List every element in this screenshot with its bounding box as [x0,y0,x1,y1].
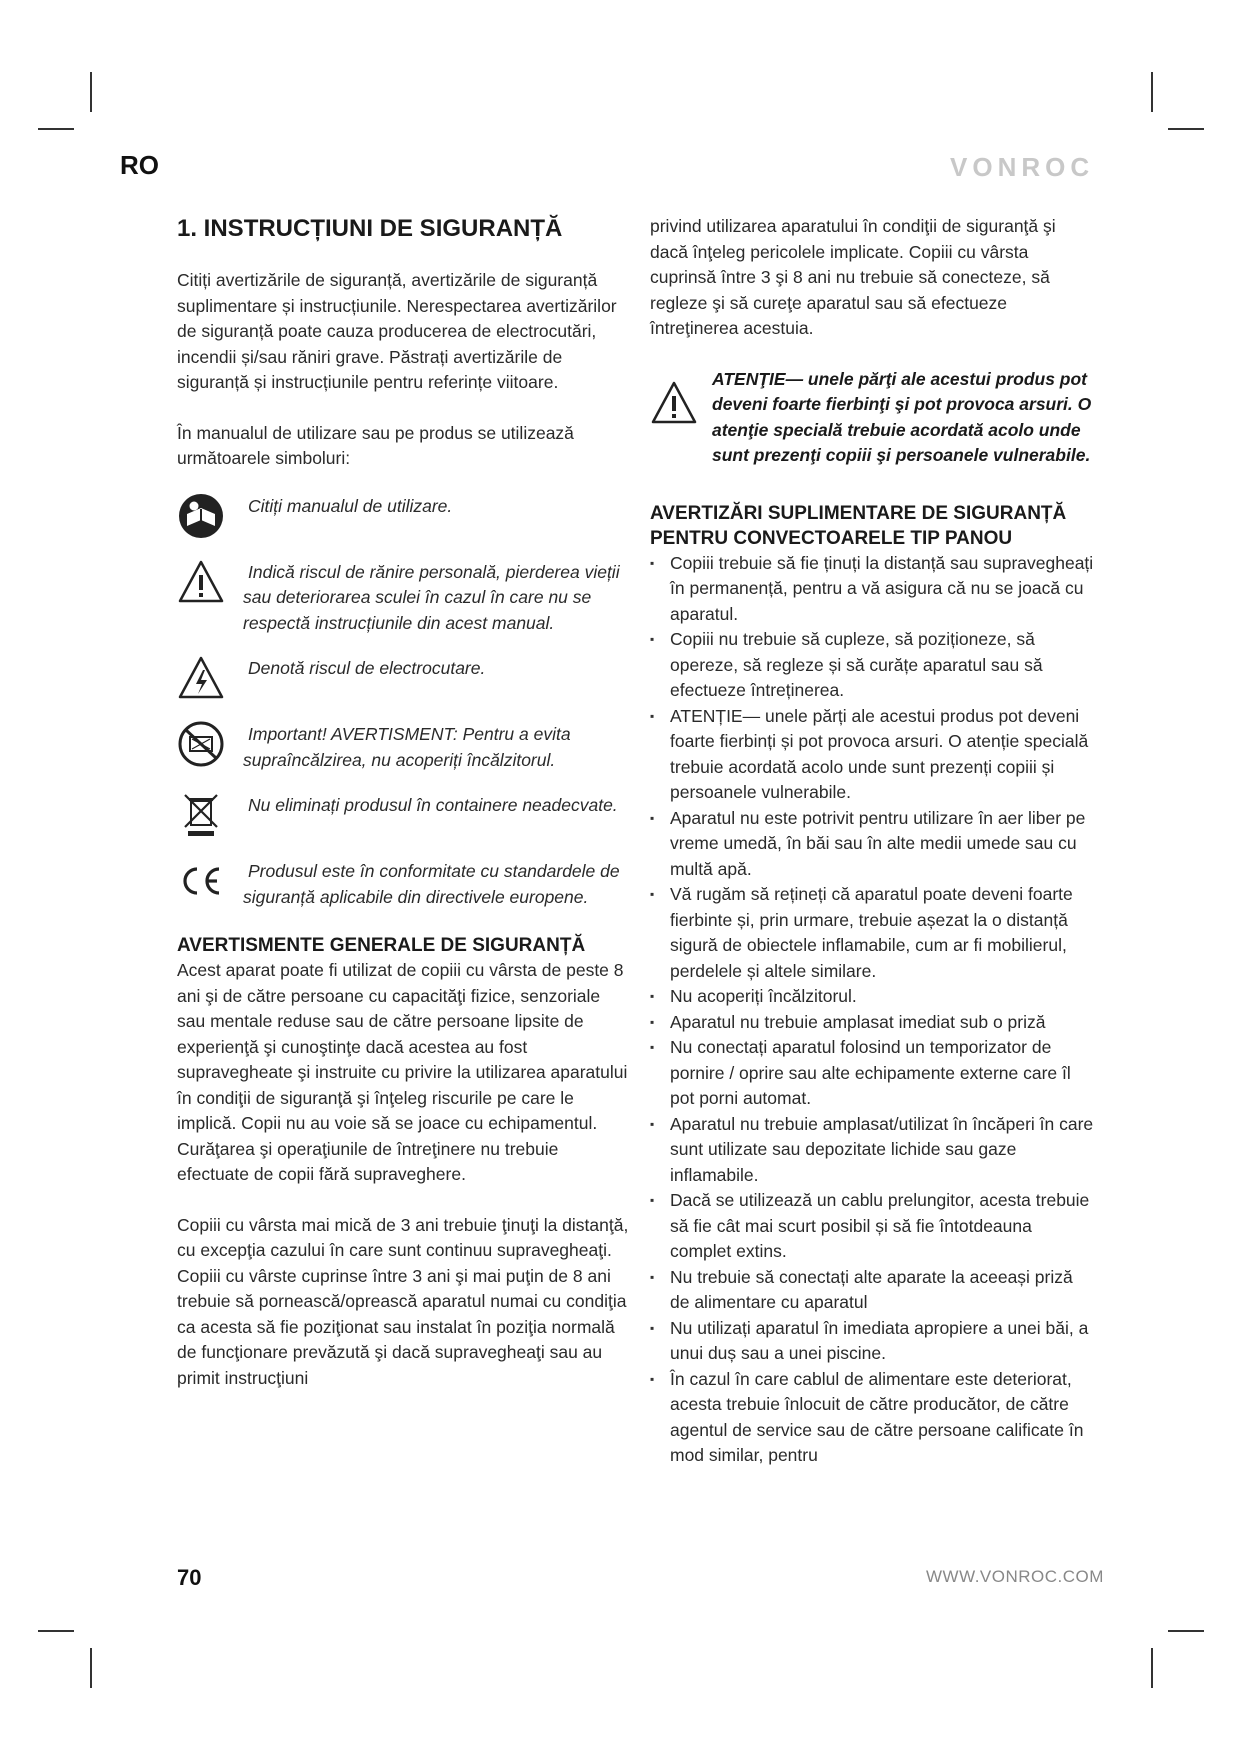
crop-mark [1151,1648,1153,1688]
warning-text: ATENŢIE— unele părţi ale acestui produs pot deveni foarte fierbinţi şi pot provoca arsuri. O atenţie specială trebuie acordată acolo unde sunt prezenţi copiii şi persoanele vulnerabile. [712,368,1092,465]
general-paragraph: Acest aparat poate fi utilizat de copiii cu vârsta de peste 8 ani şi de către persoane cu capacităţi fizice, senzoriale sau mentale reduse sau de către persoane lipsite de experienţă şi cunoştinţe dacă acestea au fost supravegheate şi instruite cu privire la utilizarea aparatului în condiţii de siguranţă şi înţeleg riscurile pe care le implică. Copii nu au voie să se joace cu echipamentul. Curăţarea şi operaţiunile de întreţinere nu trebuie efectuate de copii fără supraveghere. [177,960,628,1184]
list-item: ▪ Nu trebuie să conectați alte aparate la aceeași priză de alimentare cu aparatul [650,1265,1096,1316]
intro-paragraph: Citiți avertizările de siguranță, avertizările de siguranță suplimentare și instrucțiunile. Nerespectarea avertizărilor de siguranță poate cauza producerea de electrocutări, incendii și/sau răniri grave. Păstrați avertizările de siguranță și instrucțiunile pentru referințe viitoare. [177,270,617,392]
warning-triangle-icon [177,558,225,606]
list-item: ▪ Nu acoperiți încălzitorul. [650,984,1096,1010]
do-not-cover-icon [177,720,225,768]
list-item: ▪ Vă rugăm să rețineți că aparatul poate deveni foarte fierbinte și, prin urmare, trebuie așezat la o distanță sigură de obiectele inflamabile, cum ar fi mobilierul, perdelele și altele similare. [650,882,1096,984]
symbol-text: Citiți manualul de utilizare. [248,495,453,516]
list-item: ▪ Dacă se utilizează un cablu prelungitor, acesta trebuie să fie cât mai scurt posibil și să fie întotdeauna complet extins. [650,1188,1096,1265]
symbol-text: Denotă riscul de electrocutare. [248,658,486,678]
page-number: 70 [177,1565,202,1590]
list-item: ▪ În cazul în care cablul de alimentare este deteriorat, acesta trebuie înlocuit de către producător, de către agentul de service sau de către persoane calificate în mod similar, pentru [650,1367,1096,1469]
symbol-row [177,793,633,839]
brand-logo: VONROC [950,152,1095,182]
symbols-intro: În manualul de utilizare sau pe produs se utilizează următoarele simboluri: [177,422,574,468]
website-link[interactable]: WWW.VONROC.COM [926,1567,1104,1586]
symbol-text: Indică riscul de rănire personală, pierderea vieții sau deteriorarea sculei în cazul în care nu se respectă instrucțiunile din acest manual. [243,561,620,633]
symbol-row [177,494,633,540]
ce-mark-icon [177,857,225,905]
crop-mark [1168,128,1204,130]
list-item: ▪ Aparatul nu este potrivit pentru utilizare în aer liber pe vreme umedă, în băi sau în alte medii umede sau cu multă apă. [650,806,1096,883]
right-column [650,214,1096,1469]
crop-mark [1168,1630,1204,1632]
left-column [177,214,633,1391]
symbol-text: Nu eliminați produsul în containere neadecvate. [248,795,618,815]
crop-mark [90,72,92,112]
symbol-row [177,859,633,910]
continued-paragraph: privind utilizarea aparatului în condiţii de siguranţă şi dacă înţeleg pericolele implicate. Copiii cu vârsta cuprinsă între 3 şi 8 ani nu trebuie să conecteze, să regleze şi să cureţe aparatul sau să efectueze întreţinerea acestuia. [650,216,1056,338]
electric-shock-icon [177,654,225,702]
symbol-row [177,560,633,637]
section-title: 1. INSTRUCȚIUNI DE SIGURANȚĂ [177,215,563,242]
list-item: ▪ ATENȚIE— unele părți ale acestui produs pot deveni foarte fierbinți și pot provoca arsuri. O atenție specială trebuie acordată acolo unde sunt prezenți copiii și persoanele vulnerabile. [650,704,1096,806]
list-item: ▪ Copiii trebuie să fie ținuți la distanță sau supravegheați în permanență, pentru a vă asigura că nu se joacă cu aparatul. [650,551,1096,628]
symbol-text: Important! AVERTISMENT: Pentru a evita supraîncălzirea, nu acoperiți încălzitorul. [243,724,571,770]
list-item: ▪ Copiii nu trebuie să cupleze, să poziționeze, să opereze, să regleze și să curățe aparatul sau să efectueze întreținerea. [650,627,1096,704]
warning-box [650,367,1096,469]
read-manual-icon [177,492,225,540]
crop-mark [38,128,74,130]
general-paragraph: Copiii cu vârsta mai mică de 3 ani trebuie ţinuţi la distanţă, cu excepţia cazului în care sunt continuu supravegheaţi. [177,1214,629,1260]
language-code: RO [120,150,159,180]
general-paragraph: Copiii cu vârste cuprinse între 3 ani şi mai puţin de 8 ani trebuie să pornească/oprească aparatul numai cu condiţia ca acesta să fie poziţionat sau instalat în poziţia normală de funcţionare prevăzută şi dacă supravegheaţi sau au primit instrucţiuni [177,1265,627,1388]
symbol-row [177,656,633,702]
general-heading: AVERTISMENTE GENERALE DE SIGURANȚĂ [177,935,586,956]
crop-mark [38,1630,74,1632]
list-item: ▪ Aparatul nu trebuie amplasat imediat sub o priză [650,1010,1096,1036]
crossed-bin-icon [177,791,225,839]
crop-mark [90,1648,92,1688]
list-item: ▪ Aparatul nu trebuie amplasat/utilizat în încăperi în care sunt utilizate sau depozitate lichide sau gaze inflamabile. [650,1112,1096,1189]
crop-mark [1151,72,1153,112]
symbol-text: Produsul este în conformitate cu standardele de siguranță aplicabile din directivele europene. [243,861,620,907]
list-item: ▪ Nu conectați aparatul folosind un temporizator de pornire / oprire sau alte echipamente externe care îl pot porni automat. [650,1035,1096,1112]
safety-list [650,551,1096,1469]
extra-heading: AVERTIZĂRI SUPLIMENTARE DE SIGURANȚĂ PENTRU CONVECTOARELE TIP PANOU [650,502,1067,549]
list-item: ▪ Nu utilizați aparatul în imediata apropiere a unei băi, a unui duș sau a unei piscine. [650,1316,1096,1367]
warning-triangle-icon [650,379,698,427]
symbol-row [177,722,633,773]
